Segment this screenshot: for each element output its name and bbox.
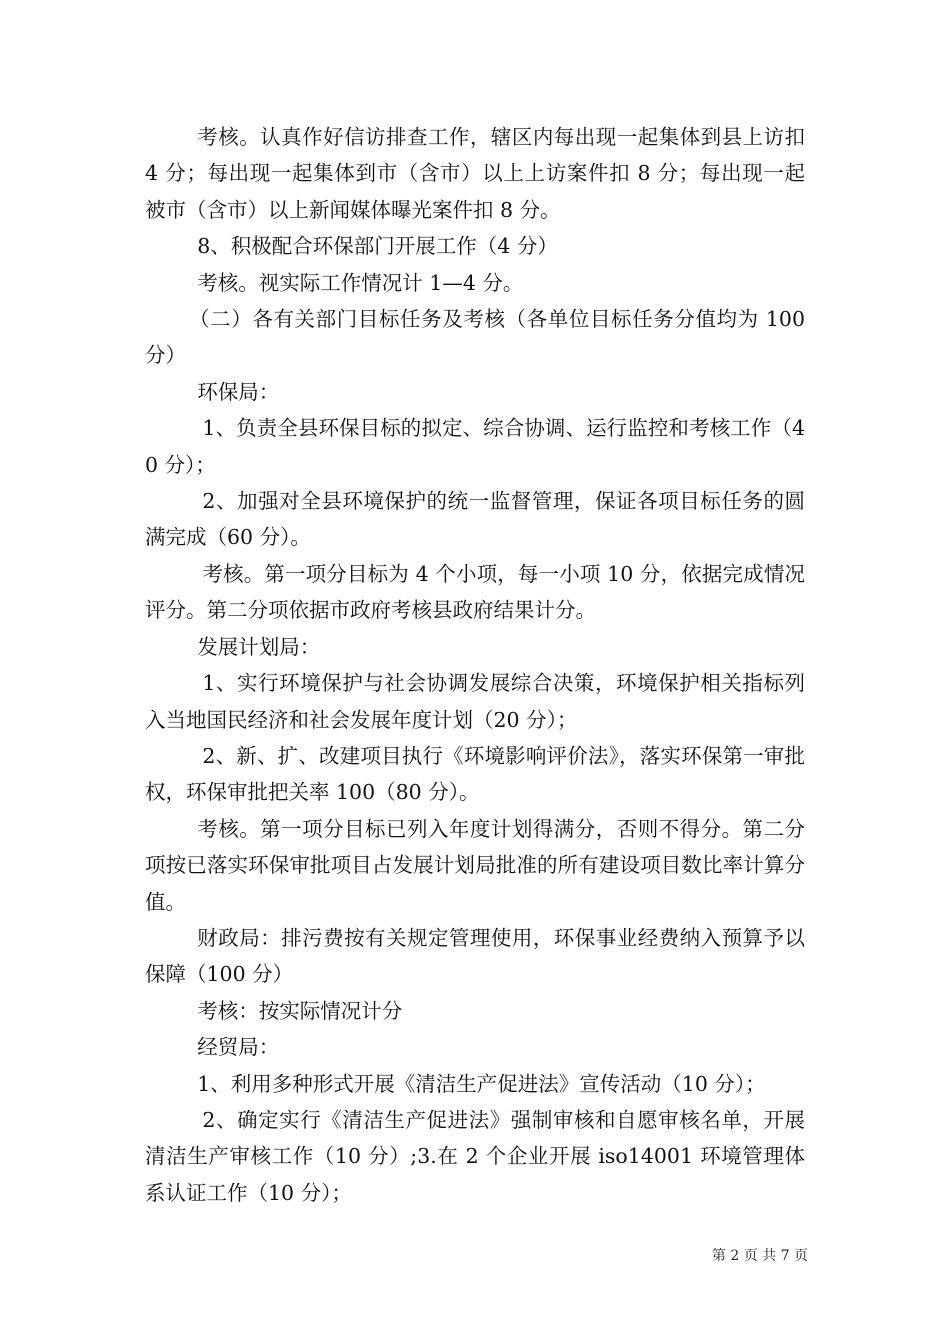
- paragraph-trade-task-1: 1、利用多种形式开展《清洁生产促进法》宣传活动（10 分）；: [197, 1071, 766, 1096]
- paragraph-env-assessment: 考核。第一项分目标为 4 个小项，每一小项 10 分，依据完成情况评分。第二分项依据市政府考核县政府结果计分。: [145, 561, 805, 623]
- paragraph-finance-bureau: 财政局：排污费按有关规定管理使用，环保事业经费纳入预算予以保障（100 分）: [145, 925, 805, 987]
- paragraph-item-8: 8、积极配合环保部门开展工作（4 分）: [197, 234, 558, 259]
- paragraph-dev-assessment: 考核。第一项分目标已列入年度计划得满分，否则不得分。第二分项按已落实环保审批项目占发展计划局批准的所有建设项目数比率计算分值。: [145, 816, 805, 914]
- page-number-footer: 第 2 页 共 7 页: [711, 1248, 808, 1264]
- section-heading-departments: （二）各有关部门目标任务及考核（各单位目标任务分值均为 100 分）: [145, 307, 805, 368]
- paragraph-env-task-1: 1、负责全县环保目标的拟定、综合协调、运行监控和考核工作（40 分）；: [145, 416, 805, 477]
- document-body: [145, 119, 805, 1211]
- department-heading-economic-trade: 经贸局：: [197, 1035, 280, 1060]
- paragraph-dev-task-1: 1、实行环境保护与社会协调发展综合决策，环境保护相关指标列入当地国民经济和社会发展年度计划（20 分）；: [145, 671, 805, 732]
- paragraph-trade-task-2: 2、确定实行《清洁生产促进法》强制审核和自愿审核名单，开展清洁生产审核工作（10 分）;3.在 2 个企业开展 iso14001 环境管理体系认证工作（10 分）；: [145, 1107, 805, 1205]
- paragraph-assessment-item-8: 考核。视实际工作情况计 1—4 分。: [197, 270, 524, 295]
- paragraph-finance-assessment: 考核：按实际情况计分: [197, 998, 403, 1023]
- paragraph-dev-task-2: 2、新、扩、改建项目执行《环境影响评价法》，落实环保第一审批权，环保审批把关率 100（80 分）。: [145, 743, 805, 805]
- department-heading-development-planning: 发展计划局：: [197, 634, 321, 659]
- paragraph-assessment-petition: 考核。认真作好信访排查工作，辖区内每出现一起集体到县上访扣 4 分；每出现一起集体到市（含市）以上上访案件扣 8 分；每出现一起被市（含市）以上新闻媒体曝光案件扣 8 分。: [145, 125, 805, 222]
- paragraph-env-task-2: 2、加强对全县环境保护的统一监督管理，保证各项目标任务的圆满完成（60 分）。: [145, 489, 805, 550]
- department-heading-environmental-bureau: 环保局：: [197, 379, 280, 404]
